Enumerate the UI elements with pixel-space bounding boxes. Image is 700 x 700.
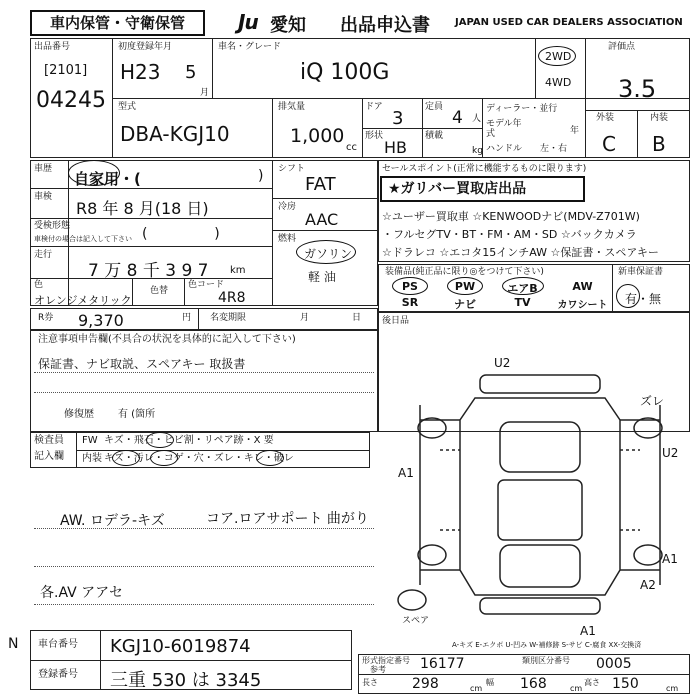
receive-note: 車検付の場合は記入して下さい [34, 235, 132, 243]
airbag-circle [502, 277, 544, 295]
selling-line-2: ・フルセグTV・BT・FM・AM・SD ☆バックカメラ [382, 228, 637, 241]
drive-4wd: 4WD [545, 76, 572, 89]
dealer-label: ディーラー・並行 [486, 104, 558, 114]
month-unit: 月 [200, 88, 210, 98]
displacement-label: 排気量 [278, 102, 306, 112]
ext-value: C [602, 132, 616, 156]
recycle-label: R券 [38, 313, 54, 323]
mark-a1-bottom: A1 [580, 624, 596, 638]
mileage-unit: km [230, 265, 246, 276]
gulliver-banner: ★ガリバー買取店出品 [380, 176, 585, 202]
lot-label: 出品番号 [34, 42, 71, 52]
receive-parens: ( ) [142, 226, 220, 242]
fuel-value: ガソリン [304, 247, 353, 261]
score-value: 3.5 [618, 75, 657, 103]
receive-label: 受検形態 [34, 221, 71, 231]
mark-a1-left: A1 [398, 466, 414, 480]
drive-2wd: 2WD [545, 50, 572, 63]
class-number-value: 0005 [596, 656, 632, 672]
shaken-value: R8 年 8 月(18 日) [76, 199, 209, 218]
displacement-value: 1,000 [290, 125, 345, 147]
capacity-value: 4 [452, 108, 463, 128]
capacity-unit: 人 [472, 114, 482, 124]
cc-unit: cc [346, 142, 357, 153]
form-subtitle: JAPAN USED CAR DEALERS ASSOCIATION [455, 17, 683, 28]
equip-leather: カワシート [557, 300, 608, 311]
inspector-circle-1 [146, 432, 174, 448]
plate-value: 三重 530 は 3345 [110, 670, 262, 691]
new-warranty-label: 新車保証書 [618, 267, 664, 277]
shift-label: シフト [278, 164, 306, 174]
inspector-label-2: 記入欄 [34, 451, 64, 462]
spec-ref-label-1: 参考 [370, 665, 386, 674]
handle-label: ハンドル [486, 144, 523, 154]
ps-circle [392, 277, 428, 295]
equipment-label: 装備品(純正品に限り◎をつけて下さい) [385, 267, 544, 277]
shape-label: 形状 [365, 131, 384, 141]
ju-logo: Ju [238, 10, 258, 34]
storage-tag: 車内保管・守衛保管 [30, 10, 205, 36]
color-value: オレンジメタリック [34, 294, 132, 307]
int-value: B [652, 132, 666, 156]
spec-number-label: 形式指定番号 [362, 656, 410, 665]
shape-value: HB [384, 138, 408, 157]
score-label: 評価点 [608, 42, 636, 52]
note-line-1: AW. ロデラ-キズ [60, 513, 165, 529]
mark-a1-right: A1 [662, 552, 678, 566]
selling-line-3: ☆ドラレコ ☆エコタ15インチAW ☆保証書・スペアキー [382, 246, 659, 259]
inspector-label-1: 検査員 [34, 435, 64, 446]
first-reg-year: H23 [120, 60, 161, 84]
shaken-label: 車検 [34, 192, 53, 202]
equip-airbag: エアB [507, 282, 538, 295]
ac-label: 冷房 [278, 202, 297, 212]
lot-bracket: [2101] [44, 63, 88, 78]
n-mark: N [8, 636, 19, 652]
inspector-circle-4 [256, 450, 284, 466]
mark-a2: A2 [640, 578, 656, 592]
name-change-label: 名変期限 [210, 313, 247, 323]
chassis-value: KGJ10-6019874 [110, 636, 251, 657]
model-year-unit: 年 [570, 126, 580, 136]
color-code-value: 4R8 [218, 290, 246, 306]
repair-label: 修復歴 [64, 409, 94, 420]
height-value: 150 [612, 676, 639, 692]
length-value: 298 [412, 676, 439, 692]
history-close: ) [258, 168, 264, 184]
repair-value: 有 (箇所 [118, 409, 156, 420]
width-value: 168 [520, 676, 547, 692]
equip-tv: TV [514, 296, 531, 309]
first-reg-month: 5 [185, 62, 197, 83]
equip-navi: ナビ [454, 298, 476, 311]
ac-value: AAC [305, 210, 339, 229]
color-code-label: 色コード [188, 280, 225, 290]
mark-u2-top: U2 [494, 356, 511, 370]
notes-label: 注意事項申告欄(不具合の状況を具体的に記入して下さい) [38, 334, 296, 345]
door-value: 3 [392, 108, 404, 129]
history-label: 車歴 [34, 164, 53, 174]
equip-aw: AW [572, 280, 593, 293]
mileage-value: 7 万 8 千 3 9 7 [88, 261, 209, 281]
warranty-circle [616, 284, 640, 308]
model-year-label: モデル年式 [486, 119, 522, 139]
width-unit: cm [570, 684, 583, 693]
selling-line-1: ☆ユーザー買取車 ☆KENWOODナビ(MDV-Z701W) [382, 210, 640, 223]
length-label: 長さ [362, 678, 378, 687]
ext-label: 外装 [596, 113, 615, 123]
pw-circle [447, 277, 483, 295]
lot-number: 04245 [36, 88, 106, 113]
fw-label: FW [82, 435, 98, 446]
length-unit: cm [470, 684, 483, 693]
int-label: 内装 [650, 113, 669, 123]
name-change-month: 月 [300, 313, 310, 323]
shift-value: FAT [305, 174, 336, 195]
note-line-1b: コア.ロアサポート 曲がり [206, 511, 369, 527]
fuel-label: 燃料 [278, 234, 297, 244]
door-label: ドア [365, 102, 383, 112]
form-title: 出品申込書 [340, 15, 430, 36]
car-name-label: 車名・グレード [218, 42, 282, 52]
spare-label: スペア [402, 616, 430, 626]
note-line-2: 各.AV アアセ [40, 585, 124, 601]
org-name: 愛知 [270, 15, 306, 36]
width-label: 幅 [486, 678, 494, 687]
mark-zure: ズレ [640, 394, 665, 408]
new-warranty-value: 有・無 [625, 292, 662, 306]
plate-label: 登録番号 [38, 669, 78, 680]
height-label: 高さ [584, 678, 600, 687]
first-reg-label: 初度登録年月 [118, 42, 173, 52]
chassis-label: 車台番号 [38, 639, 78, 650]
car-name-value: iQ 100G [300, 60, 390, 85]
model-value: DBA-KGJ10 [120, 122, 230, 146]
selling-points-label: セールスポイント(正常に機能するものに限ります) [382, 164, 587, 174]
equip-ps: PS [402, 280, 418, 293]
inspector-circle-2 [112, 450, 140, 466]
handle-value: 左・右 [540, 144, 568, 154]
damage-legend: A-キズ E-エクボ U-凹み W-補修跡 S-サビ C-腐食 XX-交換済 [452, 641, 642, 649]
interior-items: キズ・汚レ・コゲ・穴・ズレ・キレ・破レ [104, 453, 294, 464]
load-unit: kg [472, 146, 483, 156]
equip-pw: PW [454, 280, 476, 293]
recycle-unit: 円 [182, 313, 192, 323]
load-label: 積載 [425, 131, 444, 141]
recycle-value: 9,370 [78, 311, 124, 330]
color-label: 色 [34, 280, 44, 290]
height-unit: cm [666, 684, 679, 693]
fw-items: キズ・飛石・ヒビ割・リペア跡・X 要 [104, 435, 274, 446]
interior-label: 内装 [82, 453, 102, 464]
history-value: 自家用・( [74, 170, 141, 188]
fuel-alt: 軽 油 [308, 270, 336, 284]
notes-text: 保証書、ナビ取説、スペアキー 取扱書 [38, 357, 246, 371]
inspector-circle-3 [150, 450, 178, 466]
after-items-label: 後日品 [382, 316, 410, 326]
mark-u2-right: U2 [662, 446, 679, 460]
spec-number-value: 16177 [420, 656, 465, 672]
color-swap-label: 色替 [150, 286, 169, 296]
model-label: 型式 [118, 102, 137, 112]
capacity-label: 定員 [425, 102, 444, 112]
mileage-label: 走行 [34, 250, 53, 260]
drive-2wd-circle [538, 46, 576, 66]
equip-sr: SR [401, 296, 419, 309]
class-number-label: 類別区分番号 [522, 656, 570, 665]
name-change-day: 日 [352, 313, 362, 323]
